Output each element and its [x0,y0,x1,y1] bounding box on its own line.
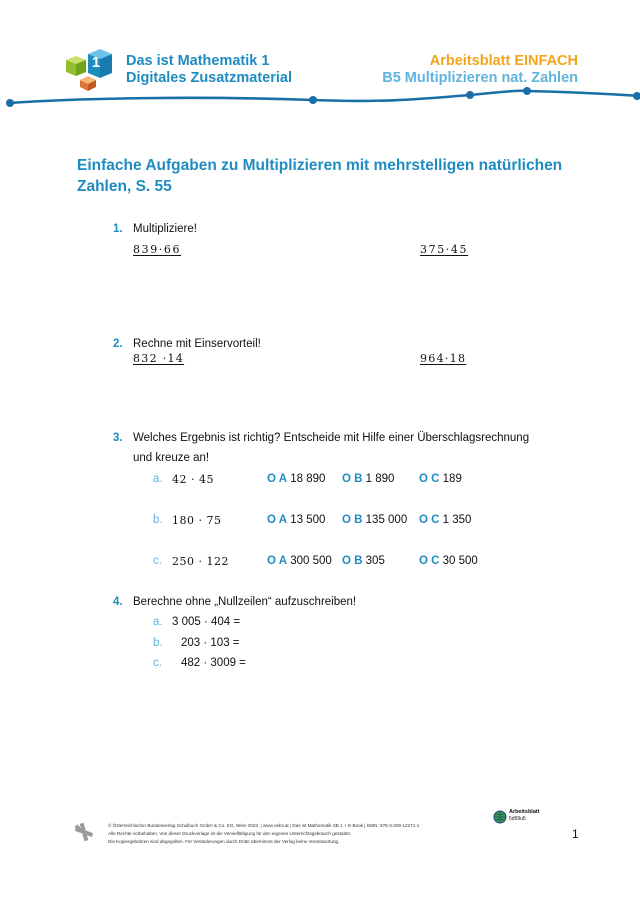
task-3b-option-a[interactable] [267,514,325,526]
option-value: 1 350 [442,514,472,526]
task-3a-option-c[interactable] [419,473,462,485]
task-3a-option-b[interactable] [342,473,394,485]
task-1-number: 1. [113,223,123,235]
task-3b-option-c[interactable] [419,514,471,526]
task-4b-label: b. [153,637,163,649]
task-3a-option-a[interactable] [267,473,325,485]
badge-label: Arbeitsblatt [509,809,540,815]
option-value: 1 890 [365,473,395,485]
footer-rights: Alle Rechte vorbehalten. Von dieser Druckvorlage ist die Vervielfältigung für den eigenen Unterrichtsgebrauch gestattet. [108,831,352,836]
option-value: 300 500 [290,555,332,567]
logo-number: 1 [91,54,101,71]
task-3c-option-a[interactable] [267,555,332,567]
option-a-marker: O A [267,514,288,526]
header-worksheet-topic: B5 Multiplizieren nat. Zahlen [382,70,578,86]
option-c-marker: O C [419,555,440,567]
header-book-title: Das ist Mathematik 1 [126,53,270,69]
task-1-text: Multipliziere! [133,223,197,235]
option-a-marker: O A [267,555,288,567]
header-divider-wave [0,86,640,112]
option-value: 305 [365,555,385,567]
task-3c-expr: 250 · 122 [172,555,229,568]
header-left [126,53,292,87]
option-value: 135 000 [365,514,408,526]
task-4a-label: a. [153,616,163,628]
option-value: 189 [442,473,462,485]
task-4-number: 4. [113,596,123,608]
task-3b-label: b. [153,514,163,526]
task-3a-expr: 42 · 45 [172,473,214,486]
header-worksheet-type: Arbeitsblatt EINFACH [429,53,578,69]
task-3c-option-c[interactable] [419,555,478,567]
option-c-marker: O C [419,473,440,485]
task-3c-option-b[interactable] [342,555,385,567]
task-4c-expr: 482 · 3009 = [181,657,246,669]
publisher-logo-icon [73,822,95,842]
footer-legal [108,822,528,846]
task-2-expr-a: 832 ·14 [133,352,185,365]
option-b-marker: O B [342,473,363,485]
task-3-text-line2: und kreuze an! [133,452,210,464]
task-3-number: 3. [113,432,123,444]
task-3-text-line1: Welches Ergebnis ist richtig? Entscheide mit Hilfe einer Überschlagsrechnung [133,432,530,444]
footer-copyright: © Österreichischer Bundesverlag Schulbuch GmbH & Co. KG, Wien 2023. | www.oebv.at | Das ist Mathematik SB 1 + E-Book | ISBN: 978-3-209-12271-1 [108,823,420,828]
option-c-marker: O C [419,514,440,526]
worksheet-title: Einfache Aufgaben zu Multiplizieren mit mehrstelligen natürlichen Zahlen, S. 55 [77,157,563,195]
task-3b-option-b[interactable] [342,514,407,526]
option-value: 30 500 [442,555,478,567]
task-4a-expr: 3 005 · 404 = [172,616,241,628]
task-4c-label: c. [153,657,162,669]
task-2-expr-b: 964·18 [420,352,467,365]
task-3a-label: a. [153,473,163,485]
option-b-marker: O B [342,514,363,526]
option-value: 18 890 [290,473,326,485]
badge-code: 5d99u5 [509,816,526,822]
globe-icon [493,810,507,824]
task-1-expr-b: 375·45 [420,243,469,256]
header-right [382,53,578,87]
task-3c-label: c. [153,555,162,567]
task-2-number: 2. [113,338,123,350]
header-book-subtitle: Digitales Zusatzmaterial [126,70,292,86]
option-b-marker: O B [342,555,363,567]
task-4-text: Berechne ohne „Nullzeilen“ aufzuschreiben! [133,596,357,608]
task-2-text: Rechne mit Einservorteil! [133,338,261,350]
option-a-marker: O A [267,473,288,485]
option-value: 13 500 [290,514,326,526]
page-number: 1 [572,827,579,841]
task-4b-expr: 203 · 103 = [181,637,240,649]
worksheet-badge [493,809,563,827]
footer-disclaimer: Die Kopiergebühren sind abgegolten. Für Veränderungen durch Dritte übernimmt der Verlag keine Verantwortung. [108,839,340,844]
task-3b-expr: 180 · 75 [172,514,222,527]
task-1-expr-a: 839·66 [133,243,182,256]
